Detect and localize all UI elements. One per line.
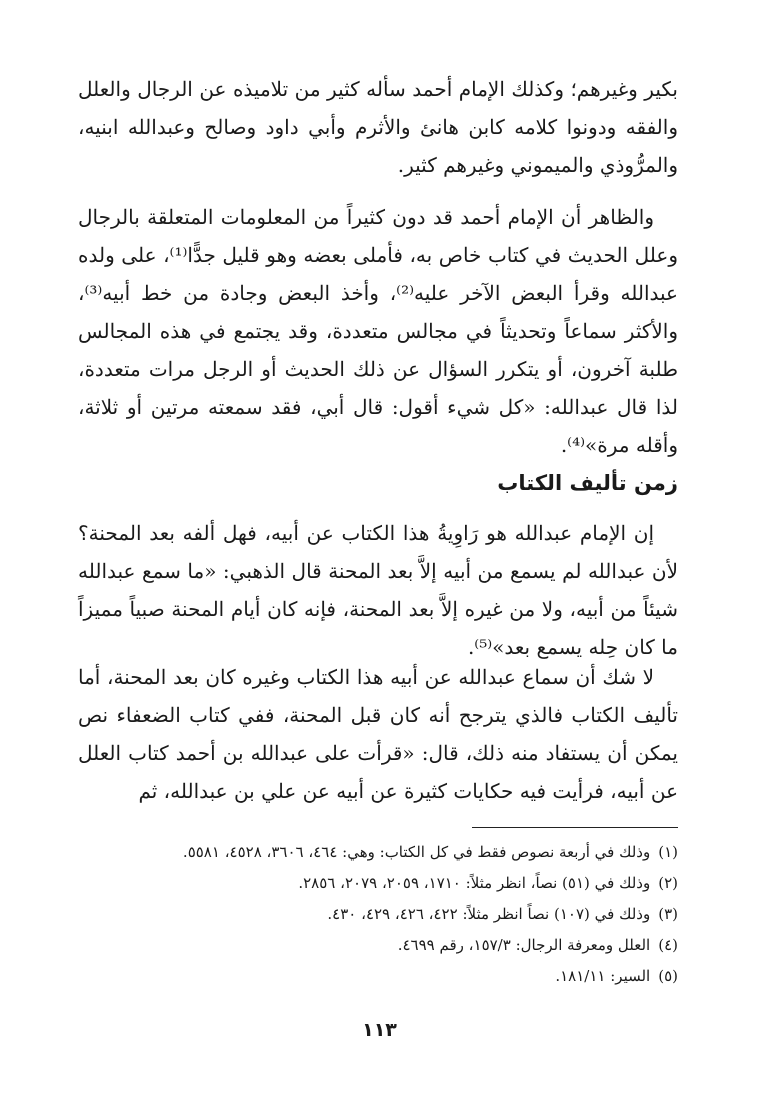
footnote-separator (472, 827, 678, 828)
footnote-2 (78, 869, 678, 898)
footnote-1 (78, 838, 678, 867)
footnote-number: (٥) (658, 967, 678, 985)
footnote-number: (١) (658, 843, 678, 861)
footnote-text: العلل ومعرفة الرجال: ١٥٧/٣، رقم ٤٦٩٩. (397, 936, 651, 954)
footnotes (78, 838, 678, 993)
paragraph-1: بكير وغيرهم؛ وكذلك الإمام أحمد سأله كثير من تلاميذه عن الرجال والعلل والفقه ودونوا كلامه كابن هانئ والأثرم وأبي داود وصالح وعبدالله ابنيه، والمرُّوذي والميموني وغيرهم كثير. (78, 77, 678, 177)
footnote-number: (٣) (658, 905, 678, 923)
footnote-4 (78, 931, 678, 960)
footnote-text: وذلك في (٥١) نصاً، انظر مثلاً: ١٧١٠، ٢٠٥٩، ٢٠٧٩، ٢٨٥٦. (298, 874, 651, 892)
section-heading: زمن تأليف الكتاب (497, 471, 678, 495)
paragraph-continuation (78, 70, 678, 184)
paragraph-2: والظاهر أن الإمام أحمد قد دون كثيراً من المعلومات المتعلقة بالرجال وعلل الحديث في كتاب خاص به، فأملى بعضه وهو قليل جدًّا⁽¹⁾، على ولده عبدالله وقرأ البعض الآخر عليه⁽²⁾، وأخذ البعض وجادة من خط أبيه⁽³⁾، والأكثر سماعاً وتحديثاً في مجالس متعددة، وقد يجتمع في هذه المجالس طلبة آخرون، أو يتكرر السؤال عن ذلك الحديث أو الرجل مرات متعددة، لذا قال عبدالله: «كل شيء أقول: قال أبي، فقد سمعته مرتين أو ثلاثة، وأقله مرة»⁽⁴⁾. (78, 205, 678, 457)
footnote-5 (78, 962, 678, 991)
paragraph-4: لا شك أن سماع عبدالله عن أبيه هذا الكتاب وغيره كان بعد المحنة، أما تأليف الكتاب فالذي يترجح أنه كان قبل المحنة، ففي كتاب الضعفاء نص يمكن أن يستفاد منه ذلك، قال: «قرأت على عبدالله بن أحمد كتاب العلل عن أبيه، فرأيت فيه حكايات كثيرة عن أبيه عن علي بن عبدالله، ثم (78, 665, 679, 803)
footnote-text: السير: ١٨١/١١. (555, 967, 651, 985)
footnote-3 (78, 900, 678, 929)
page-number: ١١٣ (362, 1019, 397, 1041)
paragraph-2-block (78, 198, 678, 464)
footnote-number: (٤) (658, 936, 678, 954)
footnote-text: وذلك في أربعة نصوص فقط في كل الكتاب: وهي: ٤٦٤، ٣٦٠٦، ٤٥٢٨، ٥٥٨١. (182, 843, 651, 861)
paragraph-4-block (78, 658, 678, 810)
footnote-number: (٢) (658, 874, 678, 892)
paragraph-3: إن الإمام عبدالله هو رَاوِيةُ هذا الكتاب عن أبيه، فهل ألفه بعد المحنة؟ لأن عبدالله لم يسمع من أبيه إلاَّ بعد المحنة قال الذهبي: «ما سمع عبدالله شيئاً من أبيه، ولا من غيره إلاَّ بعد المحنة، فإنه كان أيام المحنة صبياً مميزاً ما كان حِله يسمع بعد»⁽⁵⁾. (78, 521, 678, 659)
footnote-text: وذلك في (١٠٧) نصاً انظر مثلاً: ٤٢٢، ٤٢٦، ٤٢٩، ٤٣٠. (327, 905, 651, 923)
paragraph-3-block (78, 514, 678, 666)
